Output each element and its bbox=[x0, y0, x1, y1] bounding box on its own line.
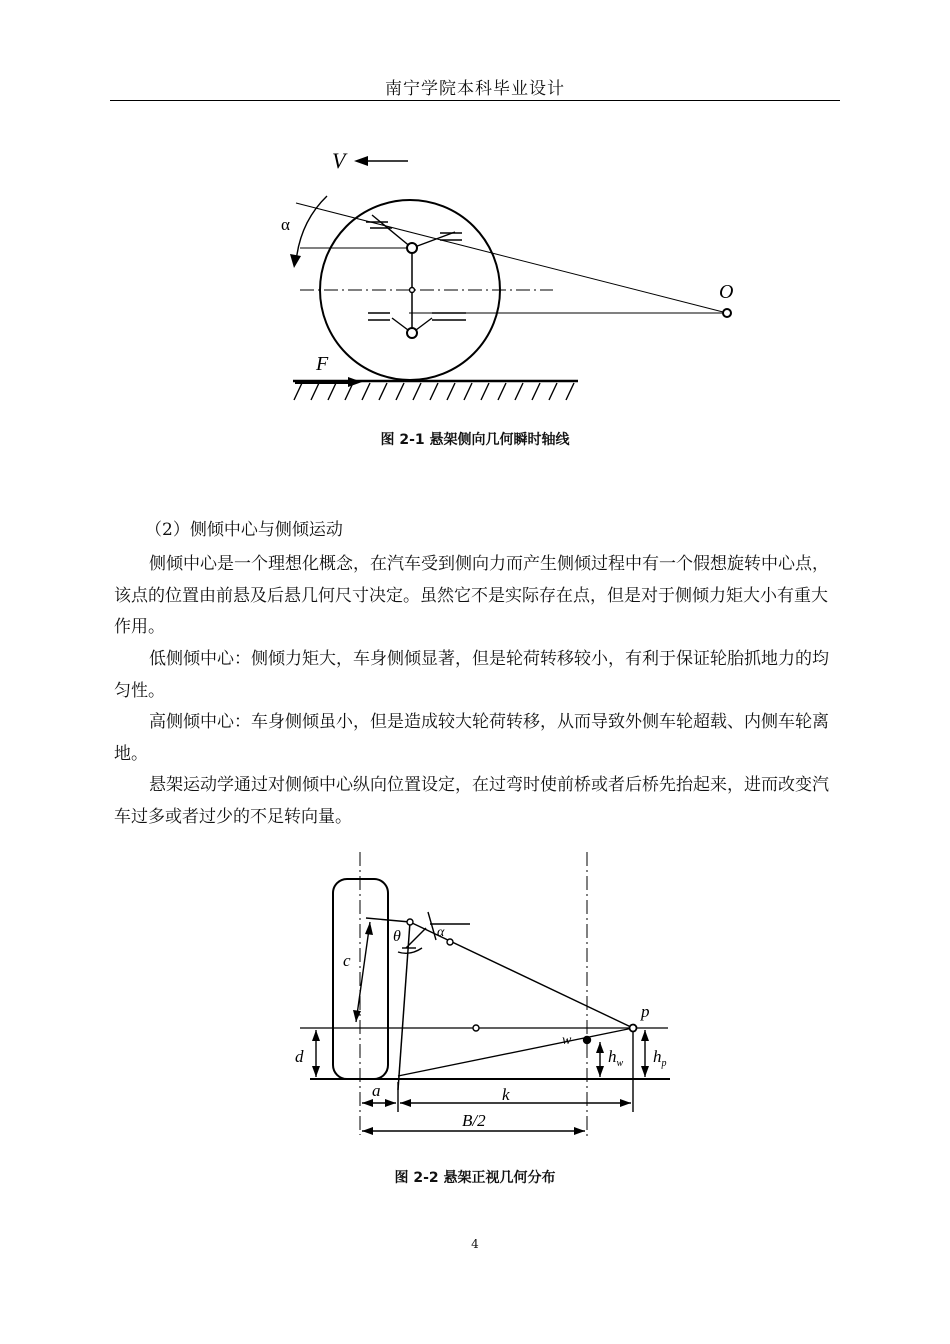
force-label: F bbox=[316, 353, 329, 375]
page-number: 4 bbox=[471, 1237, 479, 1251]
point-w-label: w bbox=[562, 1033, 572, 1048]
figure-2-1-diagram bbox=[270, 145, 750, 415]
theta-label: θ bbox=[393, 928, 401, 945]
dim-a-label: a bbox=[372, 1081, 381, 1100]
paragraph-high-roll-center: 高侧倾中心：车身侧倾虽小，但是造成较大轮荷转移，从而导致外侧车轮超载、内侧车轮离地。 bbox=[114, 712, 829, 764]
dim-hp-label: $h_p$ bbox=[653, 1047, 667, 1069]
dim-d-label: d bbox=[295, 1047, 304, 1066]
section-heading: （2）侧倾中心与侧倾运动 bbox=[145, 520, 343, 540]
angle-alpha-label: α bbox=[281, 215, 290, 234]
figure-2-2-diagram bbox=[290, 850, 680, 1145]
header-rule bbox=[110, 100, 840, 101]
dim-hw-label: $h_w$ bbox=[608, 1047, 624, 1069]
paragraph-roll-center: 侧倾中心是一个理想化概念，在汽车受到侧向力而产生侧倾过程中有一个假想旋转中心点，该点的位置由前悬及后悬几何尺寸决定。虽然它不是实际存在点，但是对于侧倾力矩大小有重大作用。 bbox=[114, 554, 829, 637]
instant-center-point bbox=[723, 309, 731, 317]
figure-2-2-caption: 图 2-2 悬架正视几何分布 bbox=[394, 1170, 556, 1186]
alpha-label: α bbox=[437, 925, 445, 940]
roll-center-p-label: p bbox=[641, 1002, 650, 1021]
paragraph-low-roll-center: 低侧倾中心：侧倾力矩大，车身侧倾显著，但是轮荷转移较小，有利于保证轮胎抓地力的均匀性。 bbox=[114, 649, 829, 701]
dim-half-track-label: B/2 bbox=[462, 1111, 486, 1130]
figure-2-1-caption: 图 2-1 悬架侧向几何瞬时轴线 bbox=[380, 432, 570, 448]
ground-hatch bbox=[294, 383, 574, 400]
dim-k-label: k bbox=[502, 1085, 510, 1104]
velocity-label: V bbox=[332, 148, 346, 173]
instant-center-label: O bbox=[719, 281, 734, 303]
page-header-title: 南宁学院本科毕业设计 bbox=[385, 79, 565, 99]
paragraph-kinematics: 悬架运动学通过对侧倾中心纵向位置设定，在过弯时使前桥或者后桥先抬起来，进而改变汽车过多或者过少的不足转向量。 bbox=[114, 775, 829, 827]
dim-c-label: c bbox=[343, 951, 351, 970]
